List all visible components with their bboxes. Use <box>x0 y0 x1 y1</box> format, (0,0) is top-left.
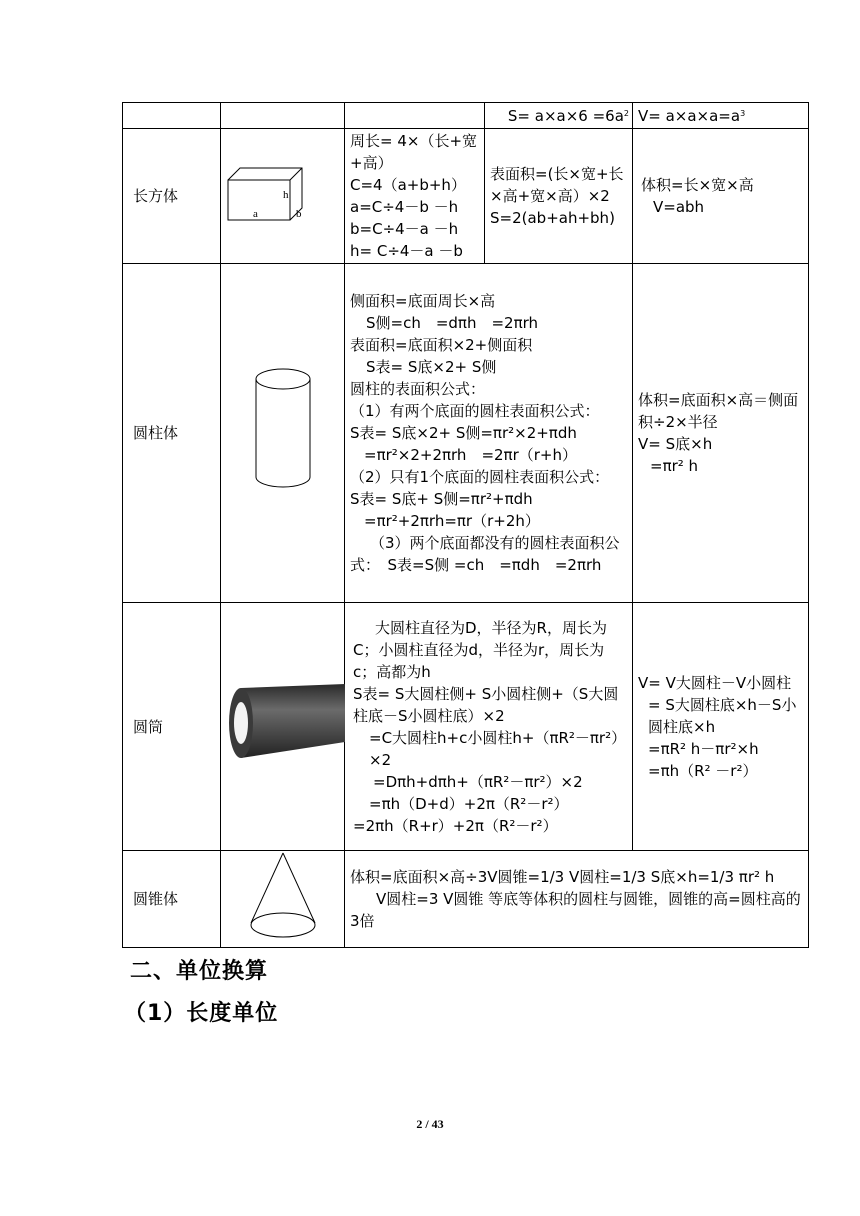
cuboid-label-a: a <box>252 208 258 220</box>
cuboid-figure-cell <box>221 129 345 264</box>
cylinder-area-line: S表= S底+ S侧=πr²+πdh <box>350 490 533 508</box>
cuboid-perimeter-line: 周长= 4×（长+宽+高） <box>350 132 478 172</box>
cylinder-volume-cell <box>633 264 809 603</box>
cylinder-area-line: （1）有两个底面的圆柱表面积公式： <box>350 402 600 420</box>
cube-area-cell: $S= a\times a\times 6 =6a^2$ <box>485 103 633 129</box>
page-number: 2 / 43 <box>416 1117 444 1131</box>
cuboid-area-line: 表面积=(长×宽+长×高+宽×高）×2 <box>490 165 624 205</box>
cuboid-volume-cell <box>633 129 809 264</box>
cylinder-area-line: （2）只有1个底面的圆柱表面积公式： <box>350 468 610 486</box>
cylinder-area-line: 圆柱的表面积公式： <box>350 380 486 398</box>
cuboid-perimeter-line: C=4（a+b+h） <box>350 176 466 194</box>
tube-area-line: =C大圆柱h+c小圆柱h+（πR²－πr²）×2 <box>369 728 627 769</box>
cylinder-volume-line: 体积=底面积×高＝侧面积÷2×半径 <box>638 391 799 431</box>
cylinder-figure <box>248 365 318 495</box>
shape-name-cone: 圆锥体 <box>123 851 221 948</box>
cylinder-area-line: S表= S底×2+ S侧=πr²×2+πdh <box>350 424 577 442</box>
cuboid-area-line: S=2(ab+ah+bh) <box>490 209 615 227</box>
cuboid-perimeter-cell <box>345 129 485 264</box>
cuboid-area-cell <box>485 129 633 264</box>
empty-cell <box>123 103 221 129</box>
table-row-cylinder <box>123 264 809 603</box>
tube-area-line: =2πh（R+r）+2π（R²－r²） <box>353 816 558 835</box>
cone-figure-cell <box>221 851 345 948</box>
cuboid-figure <box>223 158 343 228</box>
cylinder-area-line: （3）两个底面都没有的圆柱表面积公式： S表=S侧 =ch =πdh =2πrh <box>350 534 620 574</box>
table-row-tube <box>123 603 809 851</box>
tube-area-line: S表= S大圆柱侧+ S小圆柱侧+（S大圆柱底－S小圆柱底）×2 <box>353 684 619 725</box>
cylinder-area-line: 侧面积=底面周长×高 <box>350 292 496 310</box>
formula-table <box>122 102 809 948</box>
cone-formula-line: V圆柱=3 V圆锥 等底等体积的圆柱与圆锥，圆锥的高=圆柱高的3倍 <box>350 890 801 930</box>
cone-figure <box>243 851 323 941</box>
cube-area-formula: S= a×a×6 =6a <box>507 106 624 125</box>
tube-volume-cell <box>633 603 809 851</box>
cuboid-perimeter-line: b=C÷4－a －h <box>350 220 459 238</box>
empty-cell <box>221 103 345 129</box>
tube-volume-line: =πR² h－πr²×h <box>648 739 759 758</box>
table-row-cuboid <box>123 129 809 264</box>
cuboid-volume-line: V=abh <box>653 198 705 216</box>
tube-volume-line: V= V大圆柱－V小圆柱 <box>638 673 792 692</box>
empty-cell <box>345 103 485 129</box>
cuboid-label-b: b <box>295 208 301 220</box>
sub-heading: （1）长度单位 <box>124 1001 279 1026</box>
table-row-cube <box>123 103 809 129</box>
shape-name-tube: 圆筒 <box>123 603 221 851</box>
tube-volume-line: = S大圆柱底×h－S小圆柱底×h <box>648 695 797 736</box>
cube-volume-cell: $V= a\times a\times a=a^3$ <box>633 103 809 129</box>
cuboid-label-h: h <box>282 189 288 201</box>
cone-formula-line: 体积=底面积×高÷3V圆锥=1/3 V圆柱=1/3 S底×h=1/3 πr² h <box>350 868 775 886</box>
tube-volume-line: =πh（R² －r²） <box>648 761 758 780</box>
table-row-cone <box>123 851 809 948</box>
tube-figure-cell <box>221 603 345 851</box>
tube-area-line: 大圆柱直径为D，半径为R，周长为C；小圆柱直径为d，半径为r，周长为c；高都为h <box>353 618 607 681</box>
cylinder-volume-line: V= S底×h <box>638 435 713 453</box>
cylinder-area-line: 表面积=底面积×2+侧面积 <box>350 336 533 354</box>
shape-name-cuboid: 长方体 <box>123 129 221 264</box>
cube-volume-formula: V= a×a×a=a <box>638 106 741 125</box>
tube-area-line: =Dπh+dπh+（πR²－πr²）×2 <box>373 772 583 791</box>
cylinder-area-line: =πr²×2+2πrh =2πr（r+h） <box>364 446 577 464</box>
cylinder-area-line: S侧=ch =dπh =2πrh <box>366 314 539 332</box>
tube-figure <box>221 676 345 772</box>
cone-formula-cell <box>345 851 809 948</box>
cylinder-area-line: =πr²+2πrh=πr（r+2h） <box>364 512 540 530</box>
cylinder-area-line: S表= S底×2+ S侧 <box>366 358 497 376</box>
section-heading: 二、单位换算 <box>130 959 269 984</box>
tube-area-line: =πh（D+d）+2π（R²－r²） <box>369 794 569 813</box>
cylinder-volume-line: =πr² h <box>650 457 699 475</box>
cylinder-figure-cell <box>221 264 345 603</box>
cuboid-volume-line: 体积=长×宽×高 <box>641 176 754 194</box>
tube-area-cell <box>345 603 633 851</box>
cuboid-perimeter-line: h= C÷4－a －b <box>350 242 463 260</box>
cuboid-perimeter-line: a=C÷4－b －h <box>350 198 459 216</box>
cylinder-area-cell <box>345 264 633 603</box>
shape-name-cylinder: 圆柱体 <box>123 264 221 603</box>
